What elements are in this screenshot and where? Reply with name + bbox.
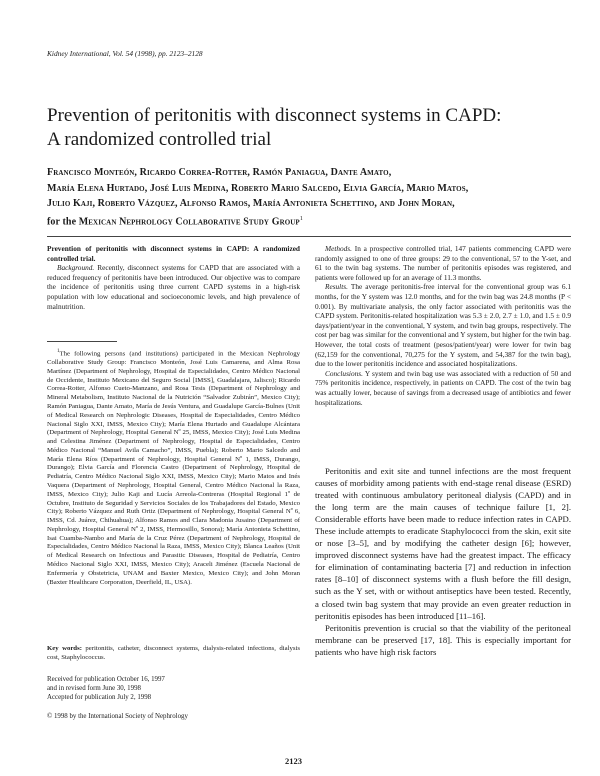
methods-label: Methods. (325, 244, 352, 253)
page-number: 2123 (285, 756, 302, 766)
study-group: Mexican Nephrology Collaborative Study Group (78, 215, 300, 227)
abstract-title: Prevention of peritonitis with disconnect systems in CAPD: A randomized controlled trial. (47, 244, 300, 263)
author-list (47, 165, 567, 229)
abstract-results (315, 282, 571, 368)
conclusions-label: Conclusions. (325, 368, 363, 378)
results-text: The average peritonitis-free interval for the conventional group was 6.1 months, for the Y system was 12.0 months, and for the twin bag was 24.8 months (P < 0.001). By multivariate analysis, the only factor associated with peritonitis was the CAPD system. Peritonitis-related hospitalization was 5.3 ± 2.0, 2.7 ± 1.0, and 1.5 ± 0.9 days/patient/year in the conventional, Y system, and twin bag groups, respectively. The cost per bag was similar for the conventional and Y system, but higher for the twin bag. However, the total costs of treatment (pesos/patient/year) were lower for twin bag (62,159 for the conventional, 70,275 for the Y system, and 54,387 for the twin bag), due to the lower peritonitis incidence and associated hospitalizations. (315, 282, 571, 369)
abstract-conclusions (315, 369, 571, 407)
conclusions-text: Y system and twin bag use was associated with a reduction of 50 and 75% peritonitis incidence, respectively, in patients on CAPD. The cost of the twin bag was actually lower, because of savings from a decreased usage of antibiotics and fewer hospitalizations. (315, 368, 572, 407)
background-text: Recently, disconnect systems for CAPD that are associated with a reduced frequency of peritonitis have been introduced. Our objective was to compare the incidence of peritonitis using three current CAPD systems in a high-risk population with low educational and socioeconomic levels, and high prevalence of malnutrition. (47, 263, 300, 311)
author-line (47, 212, 567, 230)
abstract-methods (315, 244, 571, 282)
article-title-line: Prevention of peritonitis with disconnect systems in CAPD: (47, 105, 502, 126)
article-title-line: A randomized controlled trial (47, 129, 272, 150)
body-paragraph: Peritonitis and exit site and tunnel infections are the most frequent causes of morbidity among patients with end-stage renal disease (ESRD) treated with continuous ambulatory peritoneal dialysis (CAPD) and in the long term are the main causes of technique failure [1, 2]. Considerable efforts have been made to reduce infection rates in CAPD. These include attempts to eradicate Staphylococci from the skin, exit site or nose [3–5], and by modifying the catheter design [6]; however, improved disconnect systems have had the greatest impact. The efficacy for elimination of contaminating bacteria [7] and reduction in infection rates [8–10] of disconnect systems with a flush before the fill design, such as the Y set, with or without antiseptics have been tested. Recently, a closed twin bag system that may provide an even greater reduction in peritonitis episodes has been introduced [11–16]. (315, 466, 571, 621)
received-dates (47, 676, 300, 703)
received-line: Received for publication October 16, 1997 (47, 676, 165, 683)
keywords-label: Key words: (47, 645, 82, 652)
footnote-text: The following persons (and institutions) participated in the Mexican Nephrology Collaborative Study Group: Francisco Monteón, José Luis Camarena, and Alma Rosa Martínez (Department of Nephrology, Hospital de Especialidades, Centro Médico Nacional de Occidente, Instituto Mexicano del Seguro Social [IMSS], Guadalajara, Jalisco); Ricardo Correa-Rotter, Alfonso Cueto-Manzano, and Rosa Tesis (Department of Nephrology and Mineral Metabolism, Instituto Nacional de la Nutrición “Salvador Zubirán”, Mexico City); Ramón Paniagua, Dante Amato, María de Jesús Ventura, and Guadalupe García-Bulnes (Unit of Medical Research on Nephrologic Diseases, Hospital de Especialidades, Centro Médico Nacional Siglo XXI, IMSS, Mexico City); María Elena Hurtado and Guadalupe Alcántara (Department of Nephrology, Hospital General Nº 25, IMSS, Mexico City); José Luis Medina and Celestina Jiménez (Department of Nephrology, Hospital de Especialidades, Centro Médico Nacional “Manuel Avila Camacho”, IMSS, Puebla); Roberto Mario Salcedo and María Elena Ríos (Department of Nephrology, Hospital General Nº 1, IMSS, Durango, Durango); Elvia García and Florencia Castro (Department of Nephrology, Hospital de Pediatría, Centro Médico Nacional Siglo XXI, IMSS, Mexico City); Mario Matos and Inés Vaquera (Department of Nephrology, Hospital General, Centro Médico Nacional la Raza, IMSS, Mexico City); Julio Kaji and Lucía Arreola-Contreras (Hospital Regional 1º de Octubre, Instituto de Seguridad y Servicios Sociales de los Trabajadores del Estado, Mexico City); Roberto Vázquez and Ruth Ortiz (Department of Nephrology, Hospital General Nº 6, IMSS, Cd. Juárez, Chihuahua); Alfonso Ramos and Clara Madonia Jusaino (Department of Nephrology, Hospital General Nº 2, IMSS, Hermosillo, Sonora); María Antonieta Schettino, Isai Cuamba-Nambo and María de la Cruz Pérez (Department of Nephrology, Hospital de Especialidades, Centro Médico Nacional la Raza, IMSS, Mexico City); Blanca Leaños (Unit of Medical Research on Infectious and Parasitic Diseases, Hospital de Pediatría, Centro Médico Nacional Siglo XXI, IMSS, Mexico City); Araceli Jiménez (Escuela Nacional de Enfermería y Obstetricia, UNAM and Baxter Mexico, Mexico City); and John Moran (Baxter Healthcare Corporation, Deerfield, IL, USA). (47, 350, 300, 586)
body-paragraph: Peritonitis prevention is crucial so that the viability of the peritoneal membrane can be preserved [17, 18]. This is especially important for patients who have high risk factors (315, 622, 571, 657)
footnote-number: 1 (57, 349, 60, 354)
author-footnote (47, 348, 300, 587)
copyright: © 1998 by the International Society of Nephrology (47, 713, 188, 720)
footnote-mark: 1 (299, 215, 303, 222)
author-line: María Elena Hurtado, José Luis Medina, Roberto Mario Salcedo, Elvia García, Mario Matos, (47, 182, 469, 194)
author-prefix: for the (47, 215, 77, 227)
keywords (47, 645, 300, 663)
keywords-text: peritonitis, catheter, disconnect systems, dialysis-related infections, dialysis cost, Staphylococcus. (47, 645, 301, 661)
methods-text: In a prospective controlled trial, 147 patients commencing CAPD were randomly assigned to one of three groups: 29 to the conventional, 57 to the Y-set, and 61 to the twin bag systems. The number of peritonitis episodes was registered, and patients were followed up for an average of 11.3 months. (315, 244, 571, 282)
footnote-rule (47, 341, 117, 342)
received-line: and in revised form June 30, 1998 (47, 684, 141, 692)
author-line: Francisco Monteón, Ricardo Correa-Rotter, Ramón Paniagua, Dante Amato, (47, 167, 392, 178)
header-rule (47, 236, 571, 237)
results-label: Results. (325, 282, 348, 292)
abstract-background (47, 263, 300, 311)
abstract-right (315, 244, 571, 407)
received-line: Accepted for publication July 2, 1998 (47, 693, 152, 701)
abstract-left (47, 244, 300, 311)
background-label: Background. (57, 263, 95, 273)
journal-citation: Kidney International, Vol. 54 (1998), pp. 2123–2128 (47, 49, 203, 58)
article-title (47, 104, 567, 152)
body-text (315, 465, 571, 658)
author-line: Julio Kaji, Roberto Vázquez, Alfonso Ramos, María Antonieta Schettino, and John Moran, (47, 198, 455, 209)
